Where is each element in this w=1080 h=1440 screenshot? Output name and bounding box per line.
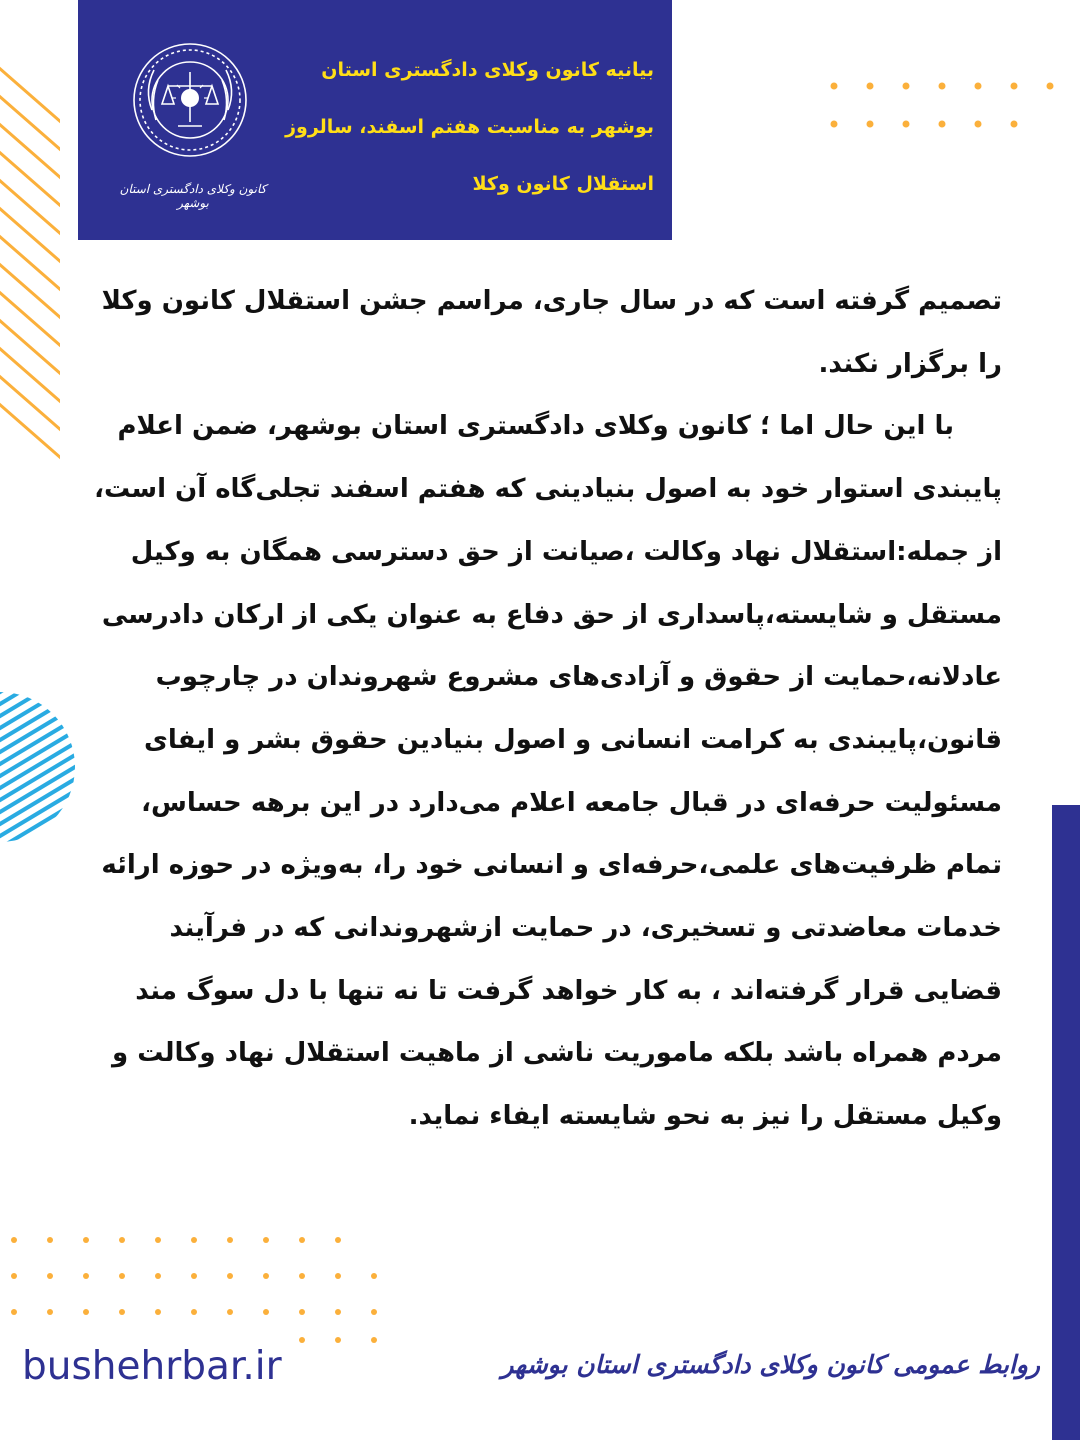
title-line: بوشهر به مناسبت هفتم اسفند، سالروز	[285, 116, 654, 138]
seal-caption: کانون وکلای دادگستری استان بوشهر	[119, 182, 267, 210]
yellow-diagonal-stripes	[0, 60, 60, 480]
statement-body	[92, 270, 1002, 1148]
header-banner	[78, 0, 672, 240]
striped-half-circle	[0, 692, 90, 842]
blue-side-bar	[1052, 805, 1080, 1440]
bar-association-seal-icon	[130, 40, 250, 160]
public-relations-signature: روابط عمومی کانون وکلای دادگستری استان بوشهر	[501, 1350, 1040, 1379]
body-paragraph: با این حال اما ؛ کانون وکلای دادگستری استان بوشهر، ضمن اعلام پایبندی استوار خود به اصول بنیادینی که هفتم اسفند تجلی‌گاه آن است، از جمله:استقلال نهاد وکالت ،صیانت از حق دسترسی همگان به وکیل مستقل و شایسته،پاسداری از حق دفاع به عنوان یکی از ارکان دادرسی عادلانه،حمایت از حقوق و آزادی‌های مشروع شهروندان در چارچوب قانون،پایبندی به کرامت انسانی و اصول بنیادین حقوق بشر و ایفای مسئولیت حرفه‌ای در قبال جامعه اعلام می‌دارد در این برهه حساس، تمام ظرفیت‌های علمی،حرفه‌ای و انسانی خود را، به‌ویژه در حوزه ارائه خدمات معاضدتی و تسخیری، در حمایت ازشهروندانی که در فرآیند قضایی قرار گرفته‌اند ، به کار خواهد گرفت تا نه تنها با دل سوگ مند مردم همراه باشد بلکه ماموریت ناشی از ماهیت استقلال نهاد وکالت و وکیل مستقل را نیز به نحو شایسته ایفاء نماید.	[94, 411, 1002, 1132]
body-paragraph: تصمیم گرفته است که در سال جاری، مراسم جشن استقلال کانون وکلا را برگزار نکند.	[101, 286, 1002, 379]
yellow-dots-pattern	[826, 78, 1056, 128]
yellow-dots-pattern-bottom	[0, 1228, 400, 1348]
website-link[interactable]: bushehrbar.ir	[22, 1344, 282, 1389]
title-line: بیانیه کانون وکلای دادگستری استان	[321, 59, 654, 81]
statement-title	[274, 42, 654, 213]
title-line: استقلال کانون وکلا	[472, 173, 654, 195]
